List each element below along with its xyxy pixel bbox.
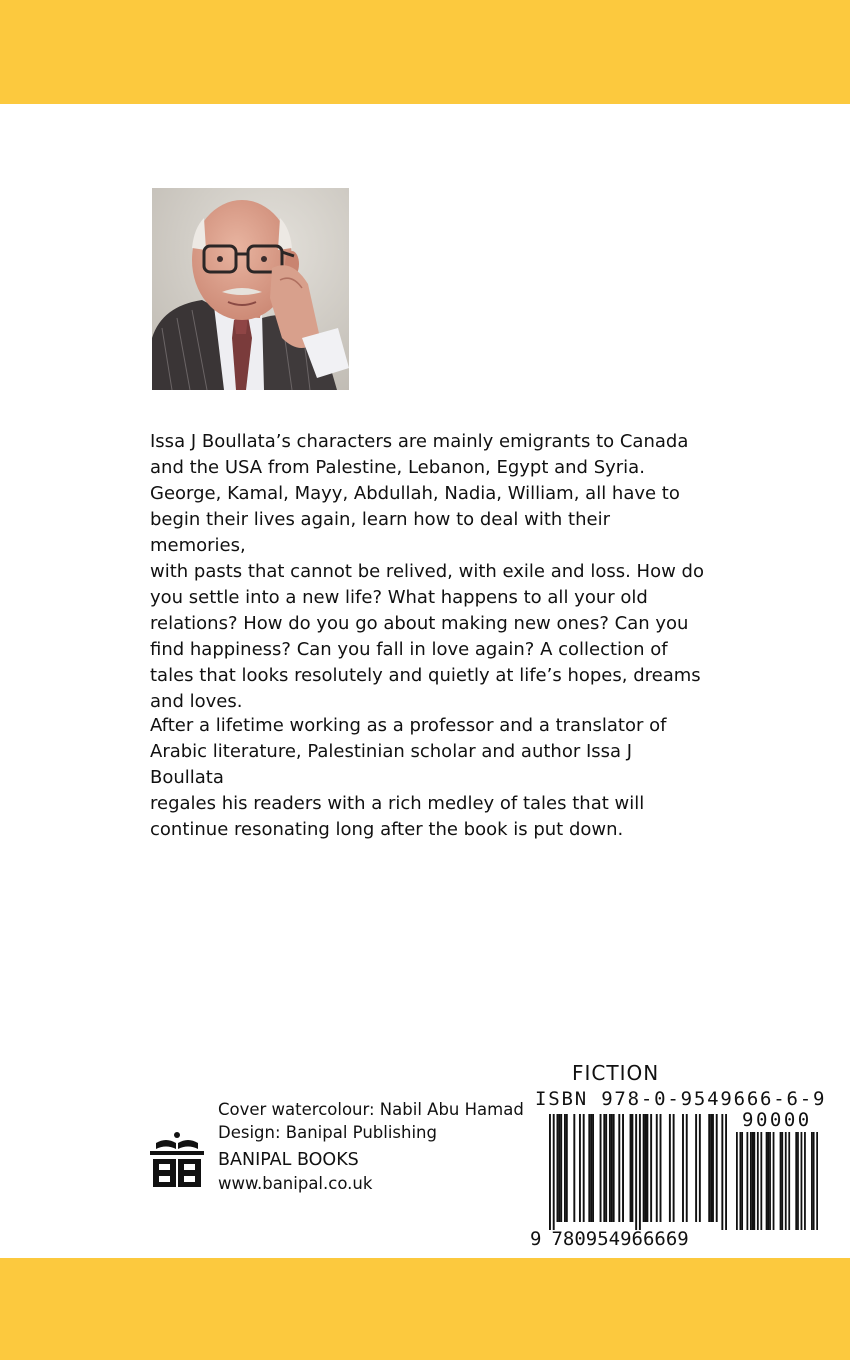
barcode-bar <box>553 1114 555 1230</box>
barcode-bar <box>611 1114 613 1222</box>
barcode-bar <box>635 1114 637 1230</box>
addon-bar <box>795 1132 797 1230</box>
addon-bar <box>739 1132 741 1230</box>
addon-bar <box>750 1132 752 1230</box>
barcode-bar <box>558 1114 560 1222</box>
price-code: 90000 <box>742 1109 812 1131</box>
addon-bar <box>752 1132 754 1230</box>
barcode-bar <box>643 1114 645 1222</box>
blurb-paragraph-2: After a lifetime working as a professor and a translator of Arabic literature, Palestinian scholar and author Issa J Boullata regales his readers with a rich medley of tales that will continue resonating long after the book is put down. <box>150 715 667 840</box>
barcode-bar <box>686 1114 688 1222</box>
barcode-bar <box>725 1114 727 1230</box>
addon-bar <box>767 1132 769 1230</box>
barcode-bar <box>588 1114 590 1222</box>
bottom-color-band <box>0 1258 850 1360</box>
barcode-bar <box>660 1114 662 1222</box>
addon-bar <box>753 1132 755 1230</box>
addon-bar <box>813 1132 815 1230</box>
cover-credit: Cover watercolour: Nabil Abu Hamad <box>218 1100 524 1119</box>
barcode-bar <box>639 1114 641 1230</box>
barcode-bar <box>549 1114 551 1230</box>
addon-bar <box>781 1132 783 1230</box>
addon-bar <box>804 1132 806 1230</box>
barcode-bar <box>673 1114 675 1222</box>
barcode-bar <box>716 1114 718 1222</box>
blurb-paragraph-1: Issa J Boullata’s characters are mainly emigrants to Canada and the USA from Palestine, Lebanon, Egypt and Syria. George, Kamal, Mayy, Abdullah, Nadia, William, all have to begin their lives again, learn how to deal with their memories, with pasts that cannot be relived, with exile and loss. How do you settle into a new life? What happens to all your old relations? How do you go about making new ones? Can you find happiness? Can you fall in love again? A collection of tales that looks resolutely and quietly at life’s hopes, dreams and loves. <box>150 431 704 712</box>
barcode-bar <box>579 1114 581 1222</box>
ean-barcode <box>549 1114 727 1230</box>
barcode-bar <box>708 1114 710 1222</box>
barcode-bar <box>695 1114 697 1222</box>
barcode-bar <box>646 1114 648 1222</box>
publisher-credits <box>218 1098 524 1195</box>
addon-bar <box>741 1132 743 1230</box>
barcode-bar <box>699 1114 701 1222</box>
barcode-bar <box>566 1114 568 1222</box>
barcode-bar <box>631 1114 633 1222</box>
addon-bar <box>757 1132 759 1230</box>
barcode-bar <box>603 1114 605 1222</box>
addon-bar <box>797 1132 799 1230</box>
barcode-bar <box>721 1114 723 1230</box>
author-portrait-icon <box>152 188 349 390</box>
barcode-bar <box>560 1114 562 1222</box>
barcode-bar <box>573 1114 575 1222</box>
publisher-name: BANIPAL BOOKS <box>218 1150 359 1170</box>
addon-bar <box>811 1132 813 1230</box>
publisher-website: www.banipal.co.uk <box>218 1174 373 1193</box>
barcode-digits <box>530 1228 689 1250</box>
barcode-bar <box>564 1114 566 1222</box>
barcode-bar <box>630 1114 632 1222</box>
design-credit: Design: Banipal Publishing <box>218 1123 437 1142</box>
barcode-bar <box>622 1114 624 1222</box>
top-color-band <box>0 0 850 104</box>
barcode-bar <box>609 1114 611 1222</box>
barcode-bar <box>656 1114 658 1222</box>
addon-bar <box>769 1132 771 1230</box>
addon-bar <box>780 1132 782 1230</box>
isbn-text: ISBN 978-0-9549666-6-9 <box>535 1088 827 1110</box>
barcode-bar <box>600 1114 602 1222</box>
price-addon-barcode <box>736 1132 818 1230</box>
barcode-bar <box>613 1114 615 1222</box>
barcode-bar <box>583 1114 585 1222</box>
barcode-bar <box>710 1114 712 1222</box>
barcode-bar <box>650 1114 652 1222</box>
barcode-bar <box>605 1114 607 1222</box>
addon-bar <box>736 1132 738 1230</box>
barcode-bar <box>669 1114 671 1222</box>
addon-bar <box>773 1132 775 1230</box>
addon-bar <box>746 1132 748 1230</box>
barcode-bar <box>590 1114 592 1222</box>
barcode-bar <box>556 1114 558 1222</box>
barcode-bar <box>618 1114 620 1222</box>
barcode-bar <box>645 1114 647 1222</box>
banipal-books-logo-icon <box>150 1127 204 1191</box>
barcode-right-group: 966669 <box>620 1228 689 1250</box>
barcode-bar <box>712 1114 714 1222</box>
addon-bar <box>816 1132 818 1230</box>
genre-label: FICTION <box>572 1061 660 1085</box>
barcode-left-group: 780954 <box>551 1228 621 1250</box>
barcode-bar <box>682 1114 684 1222</box>
barcode-bar <box>592 1114 594 1222</box>
addon-bar <box>760 1132 762 1230</box>
author-portrait-photo <box>152 188 349 390</box>
addon-bar <box>785 1132 787 1230</box>
addon-bar <box>766 1132 768 1230</box>
addon-bar <box>801 1132 803 1230</box>
barcode-lead-digit: 9 <box>530 1228 542 1250</box>
addon-bar <box>788 1132 790 1230</box>
